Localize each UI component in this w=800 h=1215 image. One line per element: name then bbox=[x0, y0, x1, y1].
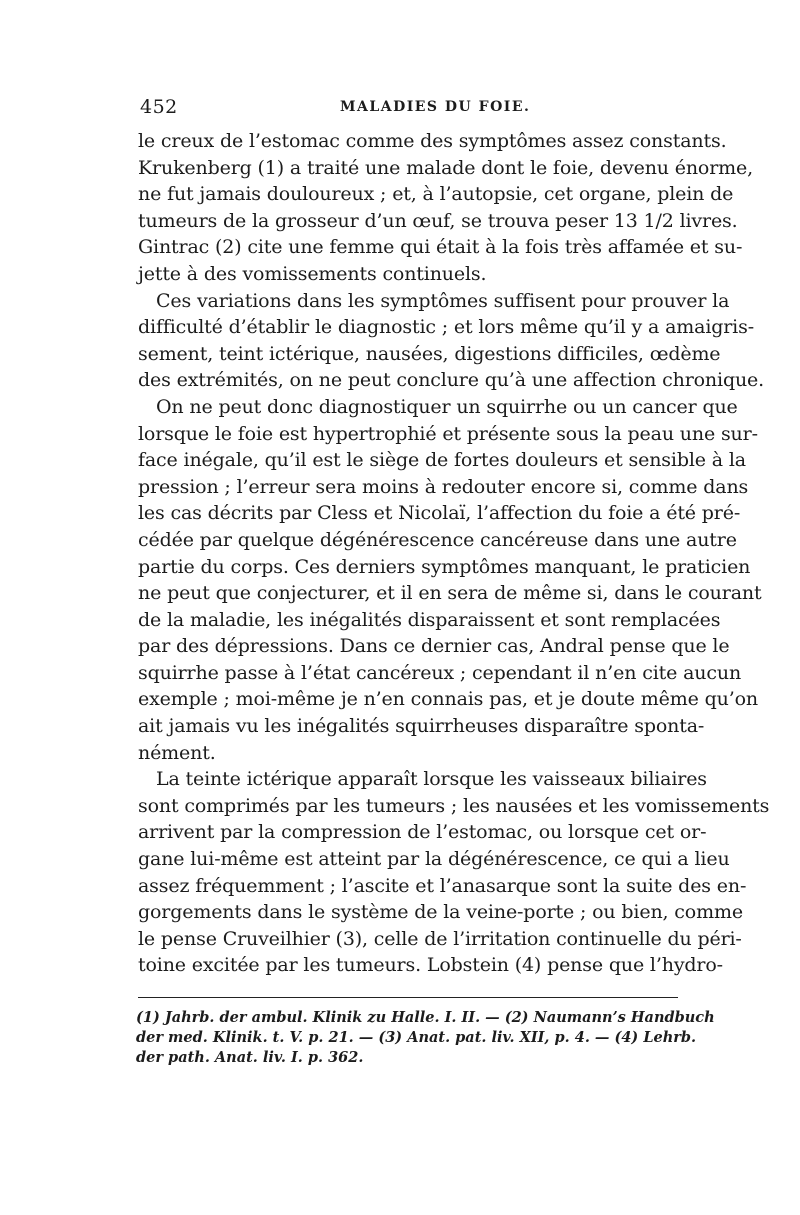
text-line: des extrémités, on ne peut conclure qu’à une affection chronique. bbox=[138, 369, 765, 392]
text-line: gorgements dans le système de la veine-porte ; ou bien, comme bbox=[138, 901, 743, 924]
text-line: partie du corps. Ces derniers symptômes manquant, le praticien bbox=[138, 555, 751, 578]
footnote-line: der med. Klinik. t. V. p. 21. — (3) Anat. pat. liv. XII, p. 4. — (4) Lehrb. bbox=[136, 1029, 697, 1046]
text-line: pression ; l’erreur sera moins à redouter encore si, comme dans bbox=[138, 475, 749, 498]
footnote-line: der path. Anat. liv. I. p. 362. bbox=[136, 1049, 364, 1066]
text-line: squirrhe passe à l’état cancéreux ; cependant il n’en cite aucun bbox=[138, 661, 742, 684]
page-number: 452 bbox=[140, 96, 178, 118]
text-line: ait jamais vu les inégalités squirrheuses disparaître sponta- bbox=[138, 715, 705, 738]
page-header bbox=[140, 96, 675, 120]
text-line: exemple ; moi-même je n’en connais pas, et je doute même qu’on bbox=[138, 688, 758, 711]
text-line: jette à des vomissements continuels. bbox=[138, 262, 487, 285]
text-line: Ces variations dans les symptômes suffisent pour prouver la bbox=[156, 289, 730, 312]
text-line: ne fut jamais douloureux ; et, à l’autopsie, cet organe, plein de bbox=[138, 183, 734, 206]
text-line: On ne peut donc diagnostiquer un squirrhe ou un cancer que bbox=[156, 395, 738, 418]
footnote-line: (1) Jahrb. der ambul. Klinik zu Halle. I. II. — (2) Naumann’s Handbuch bbox=[136, 1009, 715, 1026]
body-text bbox=[138, 128, 770, 979]
running-title: MALADIES DU FOIE. bbox=[340, 99, 531, 115]
text-line: les cas décrits par Cless et Nicolaï, l’affection du foie a été pré- bbox=[138, 502, 741, 525]
text-line: Gintrac (2) cite une femme qui était à la fois très affamée et su- bbox=[138, 236, 743, 259]
text-line: de la maladie, les inégalités disparaissent et sont remplacées bbox=[138, 608, 721, 631]
text-line: tumeurs de la grosseur d’un œuf, se trouva peser 13 1/2 livres. bbox=[138, 209, 738, 232]
text-line: face inégale, qu’il est le siège de fortes douleurs et sensible à la bbox=[138, 449, 746, 472]
text-line: toine excitée par les tumeurs. Lobstein (4) pense que l’hydro- bbox=[138, 954, 723, 977]
text-line: arrivent par la compression de l’estomac, ou lorsque cet or- bbox=[138, 821, 707, 844]
text-line: ne peut que conjecturer, et il en sera de même si, dans le courant bbox=[138, 582, 762, 605]
text-line: gane lui-même est atteint par la dégénérescence, ce qui a lieu bbox=[138, 848, 730, 871]
text-line: sont comprimés par les tumeurs ; les nausées et les vomissements bbox=[138, 794, 770, 817]
text-line: Krukenberg (1) a traité une malade dont le foie, devenu énorme, bbox=[138, 156, 754, 179]
text-line: sement, teint ictérique, nausées, digestions difficiles, œdème bbox=[138, 342, 721, 365]
text-line: lorsque le foie est hypertrophié et présente sous la peau une sur- bbox=[138, 422, 758, 445]
footnote-divider bbox=[138, 997, 678, 998]
text-line: assez fréquemment ; l’ascite et l’anasarque sont la suite des en- bbox=[138, 874, 747, 897]
text-line: nément. bbox=[138, 741, 216, 764]
text-line: le pense Cruveilhier (3), celle de l’irritation continuelle du péri- bbox=[138, 927, 742, 950]
text-line: le creux de l’estomac comme des symptômes assez constants. bbox=[138, 130, 727, 152]
text-line: par des dépressions. Dans ce dernier cas, Andral pense que le bbox=[138, 635, 730, 658]
text-line: La teinte ictérique apparaît lorsque les vaisseaux biliaires bbox=[156, 768, 707, 791]
footnotes bbox=[136, 1008, 715, 1068]
text-line: cédée par quelque dégénérescence cancéreuse dans une autre bbox=[138, 528, 737, 551]
text-line: difficulté d’établir le diagnostic ; et lors même qu’il y a amaigris- bbox=[138, 316, 754, 339]
